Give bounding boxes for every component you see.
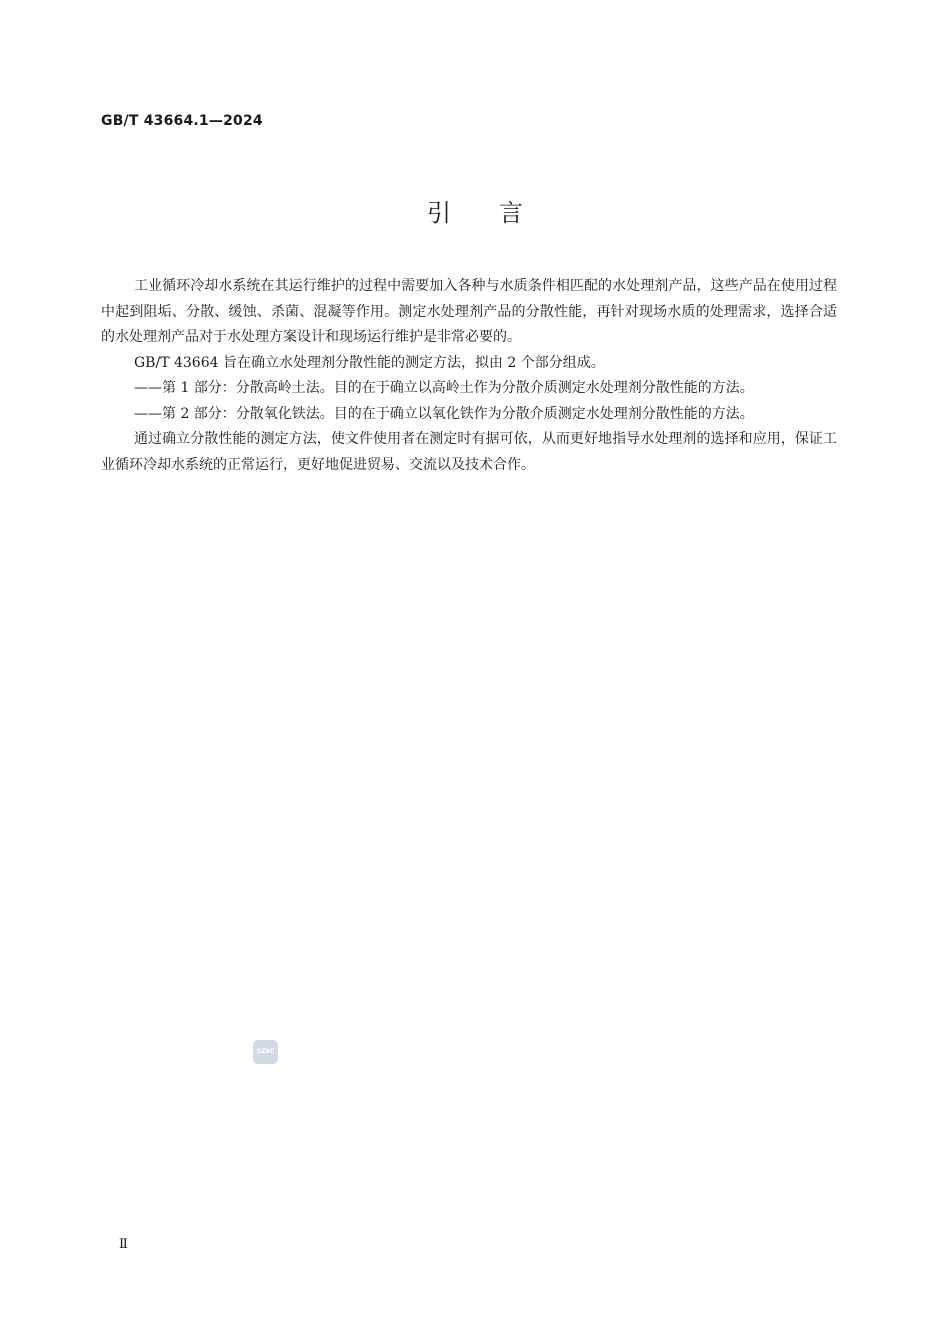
- part-list-item-2: ——第 2 部分：分散氧化铁法。目的在于确立以氧化铁作为分散介质测定水处理剂分散性能的方法。: [134, 405, 754, 422]
- intro-paragraph-1: 工业循环冷却水系统在其运行维护的过程中需要加入各种与水质条件相匹配的水处理剂产品，这些产品在使用过程中起到阻垢、分散、缓蚀、杀菌、混凝等作用。测定水处理剂产品的分散性能，再针对现场水质的处理需求，选择合适的水处理剂产品对于水处理方案设计和现场运行维护是非常必要的。: [101, 278, 837, 345]
- page-title: 引言: [427, 199, 571, 227]
- watermark-logo: SZXC: [253, 1040, 278, 1064]
- part-list-item-1: ——第 1 部分：分散高岭土法。目的在于确立以高岭土作为分散介质测定水处理剂分散性能的方法。: [134, 380, 754, 396]
- standard-code: GB/T 43664.1—2024: [101, 113, 263, 129]
- introduction-body: [101, 274, 837, 478]
- intro-paragraph-2: GB/T 43664 旨在确立水处理剂分散性能的测定方法，拟由 2 个部分组成。: [134, 354, 605, 371]
- intro-paragraph-3: 通过确立分散性能的测定方法，使文件使用者在测定时有据可依，从而更好地指导水处理剂的选择和应用，保证工业循环冷却水系统的正常运行，更好地促进贸易、交流以及技术合作。: [101, 431, 837, 473]
- page-number: Ⅱ: [119, 1237, 128, 1252]
